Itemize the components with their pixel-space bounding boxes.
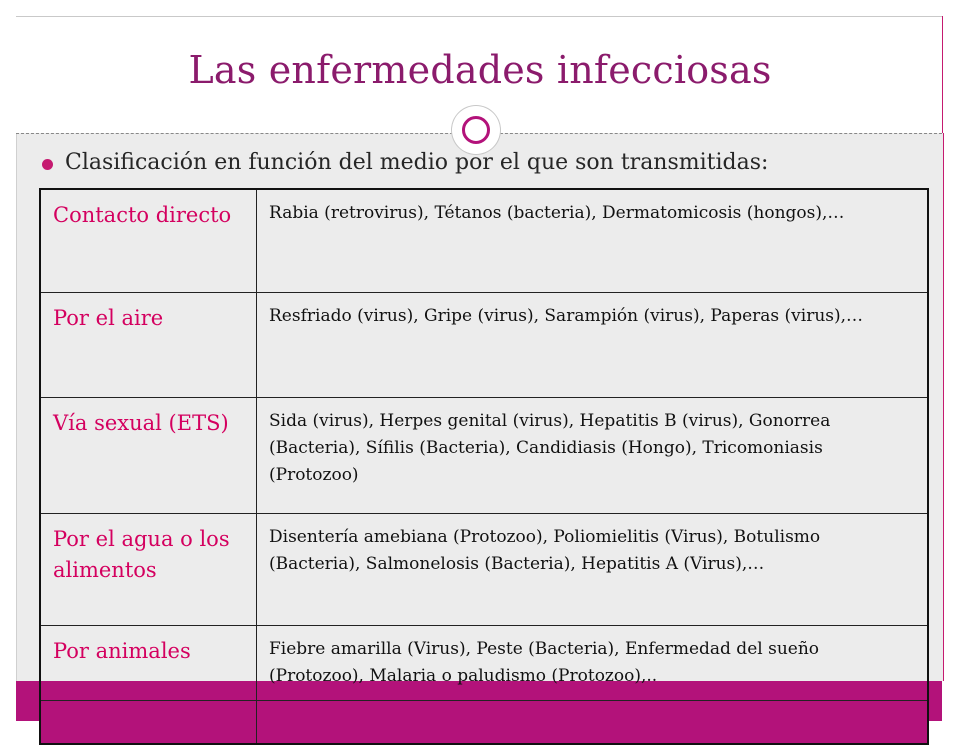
table-row (40, 293, 928, 398)
table-row (40, 189, 928, 293)
diseases-cell: Resfriado (virus), Gripe (virus), Sarampión (virus), Paperas (virus),… (257, 293, 929, 398)
diseases-cell: Disentería amebiana (Protozoo), Poliomielitis (Virus), Botulismo (Bacteria), Salmonelosis (Bacteria), Hepatitis A (Virus),… (257, 514, 929, 626)
transmission-table (39, 188, 929, 745)
slide-title: Las enfermedades infecciosas (188, 48, 772, 92)
table-row (40, 626, 928, 701)
footer-cell (257, 701, 929, 745)
circle-ring-icon (455, 109, 497, 151)
table-row (40, 514, 928, 626)
category-cell: Por el aire (40, 293, 257, 398)
diseases-cell: Fiebre amarilla (Virus), Peste (Bacteria), Enfermedad del sueño (Protozoo), Malaria o paludismo (Protozoo),.. (257, 626, 929, 701)
bullet-item (42, 150, 768, 175)
category-cell: Vía sexual (ETS) (40, 398, 257, 514)
diseases-cell: Rabia (retrovirus), Tétanos (bacteria), Dermatomicosis (hongos),… (257, 189, 929, 293)
bullet-text: Clasificación en función del medio por el que son transmitidas: (65, 150, 769, 175)
table-footer-row (40, 701, 928, 745)
table-row (40, 398, 928, 514)
bullet-dot-icon (42, 159, 53, 170)
category-cell: Contacto directo (40, 189, 257, 293)
category-cell: Por animales (40, 626, 257, 701)
category-cell: Por el agua o los alimentos (40, 514, 257, 626)
diseases-cell: Sida (virus), Herpes genital (virus), Hepatitis B (virus), Gonorrea (Bacteria), Sífilis (Bacteria), Candidiasis (Hongo), Tricomoniasis (Protozoo) (257, 398, 929, 514)
footer-cell (40, 701, 257, 745)
circle-ring-inner (462, 116, 490, 144)
